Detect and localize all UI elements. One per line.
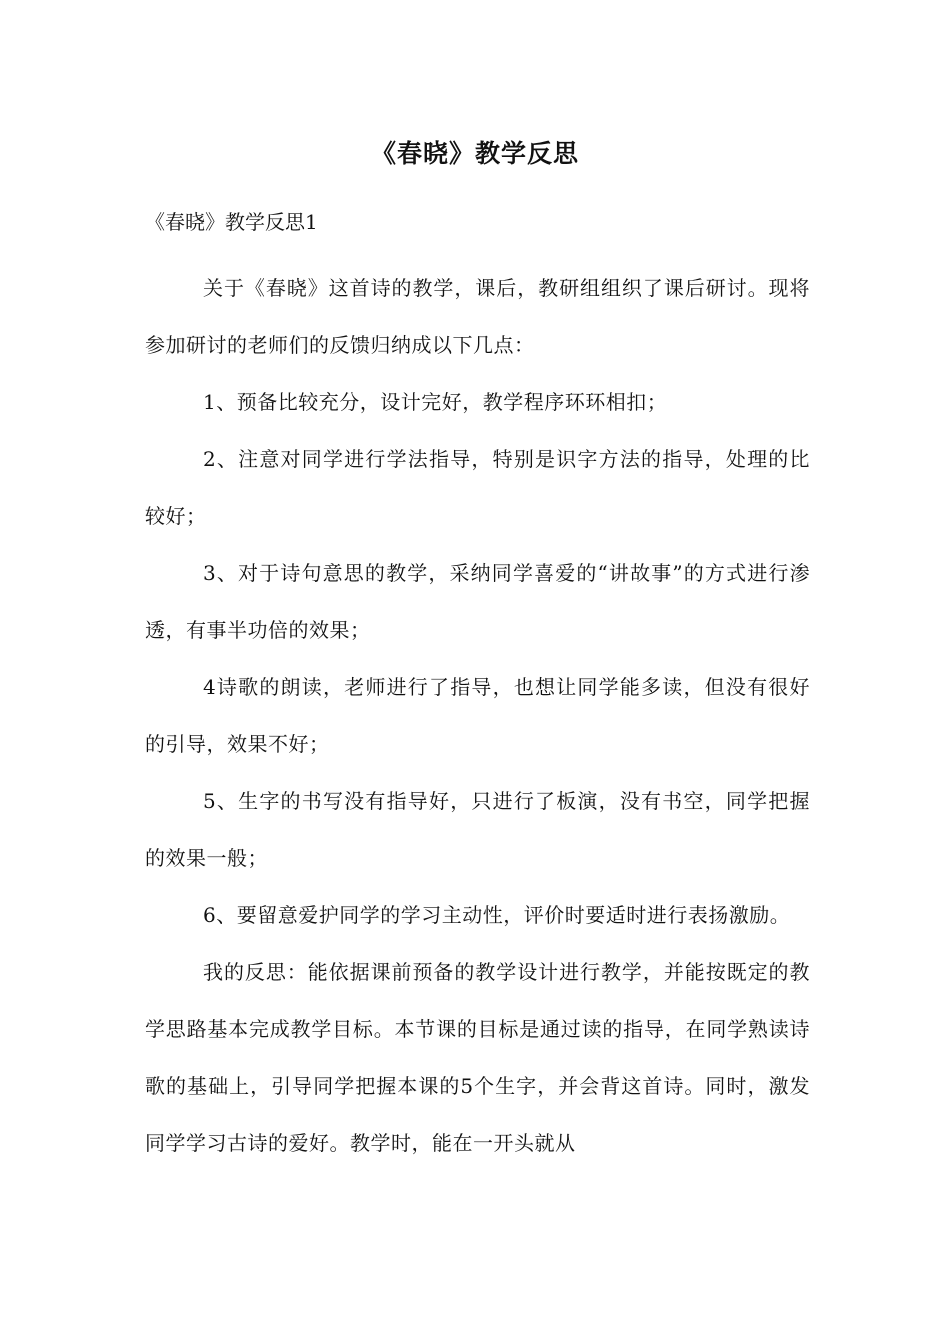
- paragraph-point-6: 6、要留意爱护同学的学习主动性，评价时要适时进行表扬激励。: [203, 903, 791, 927]
- paragraph-point-1: 1、预备比较充分，设计完好，教学程序环环相扣；: [203, 390, 668, 414]
- section-heading: 《春晓》教学反思1: [145, 210, 318, 234]
- paragraph-point-2: 2、注意对同学进行学法指导，特别是识字方法的指导，处理的比较好；: [145, 447, 810, 528]
- paragraph-reflection: 我的反思：能依据课前预备的教学设计进行教学，并能按既定的教学思路基本完成教学目标。本节课的目标是通过读的指导，在同学熟读诗歌的基础上，引导同学把握本课的5个生字，并会背这首诗。同时，激发同学学习古诗的爱好。教学时，能在一开头就从: [145, 960, 810, 1155]
- paragraph-point-3: 3、对于诗句意思的教学，采纳同学喜爱的“讲故事”的方式进行渗透，有事半功倍的效果；: [145, 561, 810, 642]
- document-body: [145, 260, 810, 1172]
- paragraph-intro: 关于《春晓》这首诗的教学，课后，教研组组织了课后研讨。现将参加研讨的老师们的反馈归纳成以下几点：: [145, 276, 810, 357]
- paragraph-point-5: 5、生字的书写没有指导好，只进行了板演，没有书空，同学把握的效果一般；: [145, 789, 810, 870]
- document-title: 《春晓》教学反思: [370, 139, 579, 168]
- paragraph-point-4: 4诗歌的朗读，老师进行了指导，也想让同学能多读，但没有很好的引导，效果不好；: [145, 675, 810, 756]
